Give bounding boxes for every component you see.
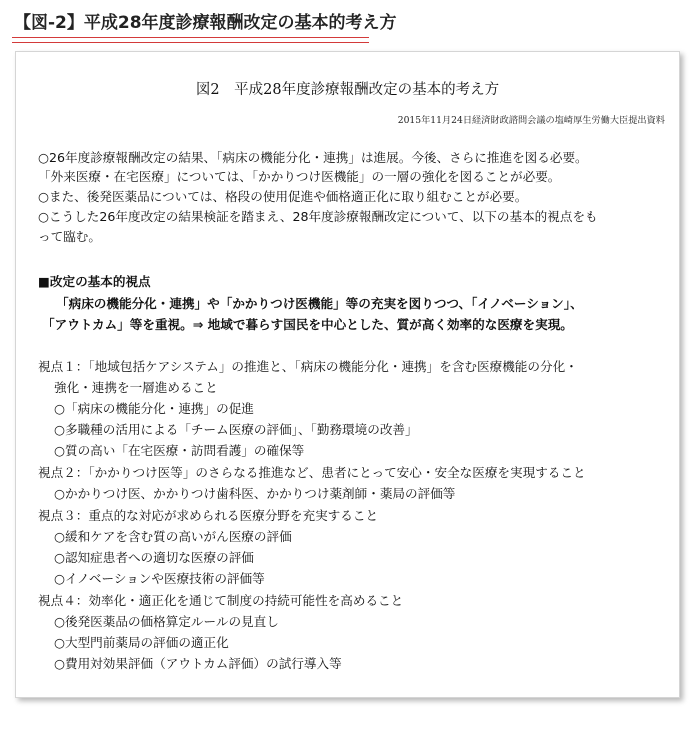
intro-line-5: って臨む。 bbox=[38, 229, 101, 244]
viewpoint-1-heading-cont: 強化・連携を一層進めること bbox=[54, 380, 218, 395]
viewpoint-3-item: ○認知症患者への適切な医療の評価 bbox=[54, 550, 254, 565]
viewpoint-1-heading: 視点１：「地域包括ケアシステム」の推進と、「病床の機能分化・連携」を含む医療機能の分化・ bbox=[38, 359, 578, 374]
document-figure bbox=[15, 51, 680, 698]
viewpoint-4-item: ○費用対効果評価（アウトカム評価）の試行導入等 bbox=[54, 656, 342, 671]
viewpoint-1-item: ○多職種の活用による「チーム医療の評価」、「勤務環境の改善」 bbox=[54, 422, 418, 437]
viewpoint-1-item: ○「病床の機能分化・連携」の促進 bbox=[54, 401, 254, 416]
document-source: 2015年11月24日経済財政諮問会議の塩崎厚生労働大臣提出資料 bbox=[397, 115, 665, 126]
heading-underline bbox=[12, 37, 369, 43]
viewpoint-3-heading: 視点３：重点的な対応が求められる医療分野を充実すること bbox=[38, 508, 379, 523]
intro-line-3: ○また、後発医薬品については、格段の使用促進や価格適正化に取り組むことが必要。 bbox=[38, 189, 528, 204]
page-heading: 【図-2】平成28年度診療報酬改定の基本的考え方 bbox=[14, 13, 397, 33]
viewpoint-1-item: ○質の高い「在宅医療・訪問看護」の確保等 bbox=[54, 443, 305, 458]
basic-viewpoint-line-1: 「病床の機能分化・連携」や「かかりつけ医機能」等の充実を図りつつ、「イノベーション」、 bbox=[56, 296, 583, 311]
viewpoint-3-item: ○イノベーションや医療技術の評価等 bbox=[54, 571, 265, 586]
viewpoint-4-heading: 視点４：効率化・適正化を通じて制度の持続可能性を高めること bbox=[38, 593, 404, 608]
basic-viewpoint-line-2: 「アウトカム」等を重視。⇒ 地域で暮らす国民を中心とした、質が高く効率的な医療を実現。 bbox=[42, 317, 573, 332]
viewpoint-2-item: ○かかりつけ医、かかりつけ歯科医、かかりつけ薬剤師・薬局の評価等 bbox=[54, 486, 456, 501]
viewpoint-4-item: ○後発医薬品の価格算定ルールの見直し bbox=[54, 614, 279, 629]
viewpoint-3-item: ○緩和ケアを含む質の高いがん医療の評価 bbox=[54, 529, 292, 544]
viewpoint-4-item: ○大型門前薬局の評価の適正化 bbox=[54, 635, 229, 650]
intro-line-4: ○こうした26年度改定の結果検証を踏まえ、28年度診療報酬改定について、以下の基本的視点をも bbox=[38, 209, 598, 224]
document-title: 図2 平成28年度診療報酬改定の基本的考え方 bbox=[195, 82, 500, 98]
intro-line-2: 「外来医療・在宅医療」については、「かかりつけ医機能」の一層の強化を図ることが必要。 bbox=[38, 169, 561, 184]
basic-viewpoint-heading: ■改定の基本的視点 bbox=[38, 274, 151, 289]
viewpoint-2-heading: 視点２：「かかりつけ医等」のさらなる推進など、患者にとって安心・安全な医療を実現すること bbox=[38, 465, 586, 480]
intro-line-1: ○26年度診療報酬改定の結果、「病床の機能分化・連携」は進展。今後、さらに推進を図る必要。 bbox=[38, 150, 588, 165]
